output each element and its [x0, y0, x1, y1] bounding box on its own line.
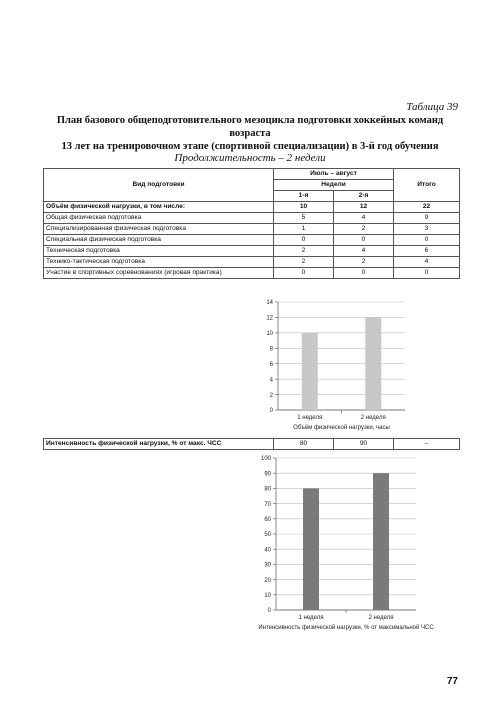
table-row — [44, 268, 460, 279]
row-label: Общая физическая подготовка — [44, 213, 274, 224]
y-tick-label: 0 — [269, 408, 273, 415]
title-line-1: План базового общеподготовительного мезоцикла подготовки хоккейных команд возраста — [56, 115, 444, 139]
row-label: Участие в спортивных соревнованиях (игровая практика) — [44, 268, 274, 279]
y-tick-label: 90 — [264, 471, 271, 478]
row-label: Технико-тактическая подготовка — [44, 257, 274, 268]
intensity-week-2: 90 — [334, 439, 394, 450]
table-row — [44, 224, 460, 235]
intensity-chart — [250, 452, 460, 642]
bar — [303, 488, 319, 610]
row-total: 22 — [394, 202, 460, 213]
header-week-2: 2-я — [334, 191, 394, 202]
intensity-total: – — [394, 439, 460, 450]
intensity-week-1: 80 — [274, 439, 334, 450]
y-tick-label: 8 — [269, 346, 273, 353]
header-week-1: 1-я — [274, 191, 334, 202]
row-week-1: 0 — [274, 268, 334, 279]
row-week-1: 10 — [274, 202, 334, 213]
y-tick-label: 100 — [260, 456, 271, 463]
y-tick-label: 2 — [269, 392, 273, 399]
y-tick-label: 30 — [264, 562, 271, 569]
row-week-1: 5 — [274, 213, 334, 224]
row-label: Объём физической нагрузки, в том числе: — [44, 202, 274, 213]
row-total: 3 — [394, 224, 460, 235]
volume-chart — [255, 296, 425, 436]
row-week-2: 4 — [334, 213, 394, 224]
header-total: Итого — [394, 169, 460, 202]
table-title — [40, 114, 460, 153]
y-tick-label: 6 — [269, 361, 273, 368]
row-week-1: 2 — [274, 257, 334, 268]
row-label: Специализированная физическая подготовка — [44, 224, 274, 235]
y-tick-label: 0 — [267, 608, 271, 615]
y-tick-label: 50 — [264, 532, 271, 539]
row-label: Техническая подготовка — [44, 246, 274, 257]
x-tick-label: 1 неделя — [298, 615, 324, 621]
y-tick-label: 80 — [264, 486, 271, 493]
table-number: Таблица 39 — [406, 101, 458, 113]
y-tick-label: 10 — [264, 593, 271, 599]
page-number: 77 — [446, 676, 458, 687]
x-axis-label: Интенсивность физической нагрузки, % от максимальной ЧСС — [258, 625, 434, 631]
x-tick-label: 2 неделя — [360, 415, 386, 421]
table-row — [44, 235, 460, 246]
row-total: 4 — [394, 257, 460, 268]
duration-caption: Продолжительность – 2 недели — [174, 152, 326, 164]
y-tick-label: 40 — [264, 547, 271, 554]
title-line-2: 13 лет на тренировочном этапе (спортивной специализации) в 3-й год обучения — [61, 141, 439, 152]
plan-table — [43, 168, 460, 279]
table-row — [44, 246, 460, 257]
y-tick-label: 4 — [269, 377, 273, 384]
row-total: 0 — [394, 235, 460, 246]
header-weeks: Недели — [274, 180, 394, 191]
y-tick-label: 12 — [266, 315, 273, 322]
row-week-2: 12 — [334, 202, 394, 213]
row-week-2: 0 — [334, 268, 394, 279]
y-tick-label: 20 — [264, 577, 271, 584]
row-week-1: 1 — [274, 224, 334, 235]
row-total: 6 — [394, 246, 460, 257]
row-label: Специальная физическая подготовка — [44, 235, 274, 246]
bar — [302, 333, 318, 410]
row-week-2: 2 — [334, 224, 394, 235]
header-period: Июль – август — [274, 169, 394, 180]
table-row — [44, 213, 460, 224]
table-row — [44, 257, 460, 268]
y-tick-label: 10 — [266, 331, 273, 338]
bar — [373, 473, 389, 610]
intensity-table — [43, 438, 460, 450]
row-week-1: 0 — [274, 235, 334, 246]
x-tick-label: 2 неделя — [368, 615, 394, 621]
row-total: 9 — [394, 213, 460, 224]
table-row — [44, 202, 460, 213]
row-total: 0 — [394, 268, 460, 279]
y-tick-label: 14 — [266, 300, 273, 307]
x-tick-label: 1 неделя — [297, 415, 323, 421]
row-week-1: 2 — [274, 246, 334, 257]
row-week-2: 2 — [334, 257, 394, 268]
row-week-2: 4 — [334, 246, 394, 257]
bar — [365, 317, 381, 410]
row-week-2: 0 — [334, 235, 394, 246]
intensity-label: Интенсивность физической нагрузки, % от макс. ЧСС — [44, 439, 274, 450]
header-type: Вид подготовки — [44, 169, 274, 202]
x-axis-label: Объём физической нагрузки, часы — [293, 425, 390, 431]
y-tick-label: 70 — [264, 501, 271, 508]
y-tick-label: 60 — [264, 517, 271, 523]
